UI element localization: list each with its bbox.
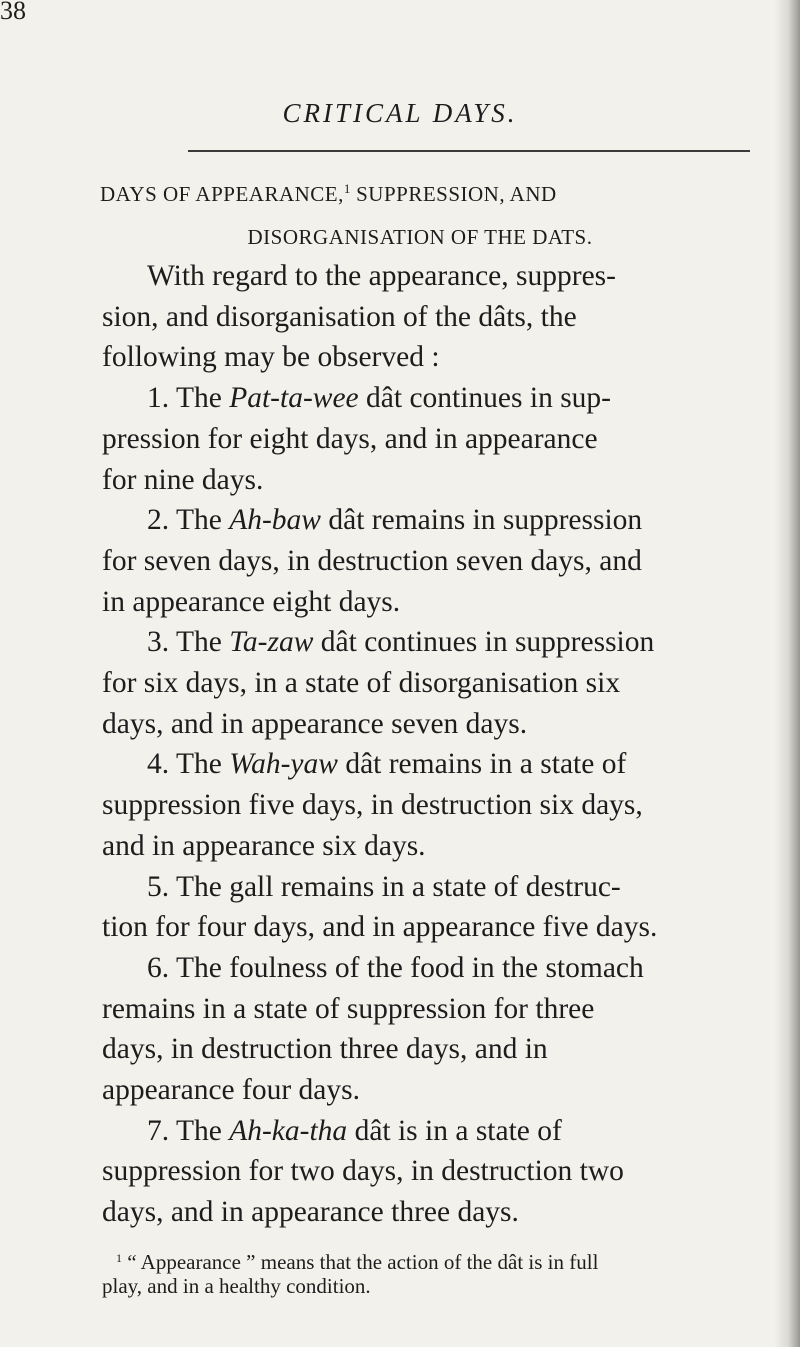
body-line: suppression five days, in destruction six days,: [102, 789, 643, 821]
section-heading-line-1: [100, 181, 740, 207]
body-line: 7. The Ah-ka-tha dât is in a state of: [147, 1115, 562, 1147]
body-line: days, and in appearance seven days.: [102, 708, 528, 740]
body-line: 3. The Ta-zaw dât continues in suppression: [147, 626, 655, 658]
italic-term: Ta-zaw: [229, 626, 314, 658]
body-line: following may be observed :: [102, 341, 440, 373]
section-heading-line-2: DISORGANISATION OF THE DATS.: [247, 225, 593, 249]
italic-term: Pat-ta-wee: [229, 382, 359, 414]
running-head: CRITICAL DAYS.: [282, 98, 518, 128]
body-line: remains in a state of suppression for three: [102, 993, 595, 1025]
footnote-reference: 1: [343, 181, 351, 196]
footnote-text-1: “ Appearance ” means that the action of the dât is in full: [122, 1250, 599, 1274]
body-line: pression for eight days, and in appearance: [102, 423, 598, 455]
body-line: for six days, in a state of disorganisation six: [102, 667, 621, 699]
italic-term: Ah-ka-tha: [229, 1115, 348, 1147]
page-number: 38: [0, 0, 26, 25]
italic-term: Wah-yaw: [229, 748, 338, 780]
body-line: With regard to the appearance, suppres-: [147, 260, 616, 292]
body-line: 6. The foulness of the food in the stomach: [147, 952, 644, 984]
body-line: for seven days, in destruction seven days, and: [102, 545, 642, 577]
body-line: 2. The Ah-baw dât remains in suppression: [147, 504, 643, 536]
body-line: in appearance eight days.: [102, 586, 401, 618]
heading-text-a: DAYS OF APPEARANCE,: [100, 182, 344, 206]
body-line: days, in destruction three days, and in: [102, 1033, 548, 1065]
body-line: appearance four days.: [102, 1074, 360, 1106]
body-line: sion, and disorganisation of the dâts, the: [102, 301, 577, 333]
body-line: tion for four days, and in appearance five days.: [102, 911, 658, 943]
body-line: 1. The Pat-ta-wee dât continues in sup-: [147, 382, 612, 414]
header-rule: [188, 150, 750, 152]
footnote-marker: 1: [116, 1251, 122, 1265]
footnote-line-2: play, and in a healthy condition.: [102, 1274, 371, 1298]
body-line: days, and in appearance three days.: [102, 1196, 519, 1228]
italic-term: Ah-baw: [229, 504, 321, 536]
body-line: 4. The Wah-yaw dât remains in a state of: [147, 748, 627, 780]
body-line: 5. The gall remains in a state of destruc-: [147, 871, 621, 903]
body-line: suppression for two days, in destruction two: [102, 1155, 624, 1187]
body-line: and in appearance six days.: [102, 830, 426, 862]
heading-text-b: SUPPRESSION, AND: [350, 182, 557, 206]
body-line: for nine days.: [102, 464, 264, 496]
